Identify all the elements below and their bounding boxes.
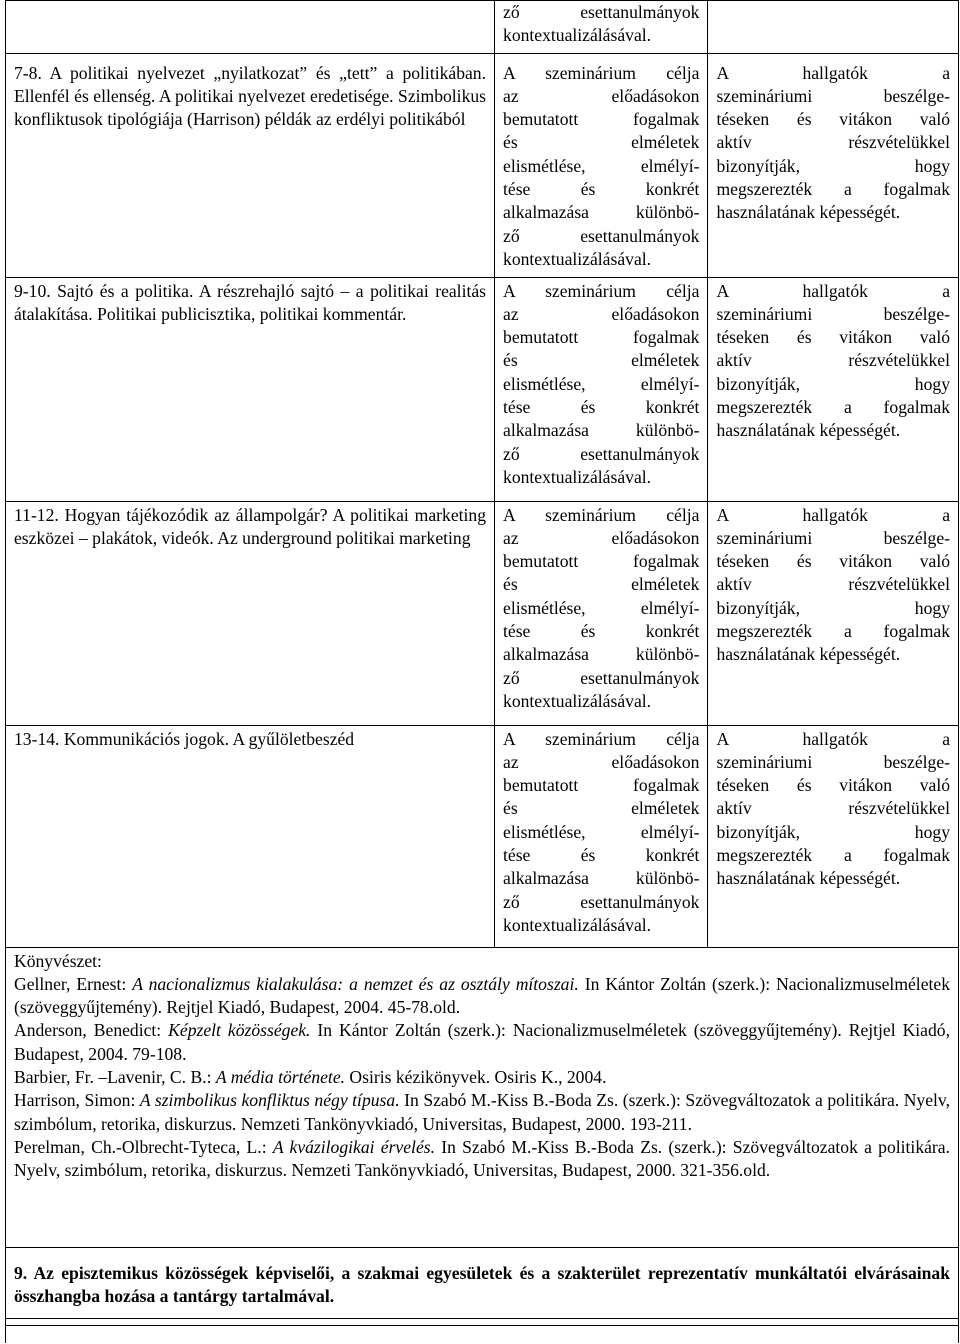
cell-line: elismétlése, elmélyí-: [503, 373, 700, 394]
cell-line: aktív részvételükkel: [716, 350, 950, 371]
outcome-text: [708, 1, 958, 10]
outcome-cell: [708, 53, 959, 277]
cell-line: tése és konkrét: [503, 179, 700, 200]
bib-source: In Kántor Zoltán (szerk.): Nacionalizmuselméletek (szöveggyűjtemény). Rejtjel Kiadó, Budapest, 2004. 45-78.old.: [14, 973, 951, 1018]
cell-line: tése és konkrét: [503, 845, 700, 866]
bib-title: Képzelt közösségek.: [168, 1020, 311, 1041]
cell-line: az előadásokon: [503, 85, 700, 106]
cell-line: tése és konkrét: [503, 621, 700, 642]
cell-line: szemináriumi beszélge-: [716, 527, 950, 548]
topic-cell: [6, 725, 495, 947]
section-9-cell: [6, 1247, 959, 1325]
cell-line: kontextualizálásával.: [503, 25, 652, 46]
cell-line: ző esettanulmányok: [503, 891, 700, 912]
cell-line: ző esettanulmányok: [503, 443, 700, 464]
bib-title: A kvázilogikai érvelés.: [272, 1136, 435, 1157]
cell-line: kontextualizálásával.: [503, 466, 652, 487]
outcome-cell: [708, 277, 959, 501]
cell-line: megszerezték a fogalmak: [716, 397, 950, 418]
cell-line: bizonyítják, hogy: [716, 155, 950, 176]
topic-text: 9-10. Sajtó és a politika. A részrehajló sajtó – a politikai realitás átalakítása. Politikai publicisztika, politikai kommentár.: [14, 280, 487, 324]
cell-line: aktív részvételükkel: [716, 132, 950, 153]
outcome-text: [708, 726, 958, 896]
cell-line: A szeminárium célja: [503, 504, 700, 525]
topic-cell: [6, 53, 495, 277]
outcome-text: [708, 502, 958, 672]
table-row: [6, 1, 959, 54]
topic-cell: [6, 277, 495, 501]
cell-line: bemutatott fogalmak: [503, 775, 700, 796]
bib-title: A szimbolikus konfliktus négy típusa.: [139, 1090, 400, 1111]
cell-line: bemutatott fogalmak: [503, 327, 700, 348]
bibliography-entry: [14, 1089, 950, 1136]
cell-line: kontextualizálásával.: [503, 690, 652, 711]
table-row: [6, 277, 959, 501]
topic-cell: [6, 501, 495, 725]
cell-line: szemináriumi beszélge-: [716, 751, 950, 772]
cell-line: alkalmazása különbö-: [503, 420, 700, 441]
method-text: [495, 1, 707, 53]
cell-line: ző esettanulmányok: [503, 225, 700, 246]
cell-line: bizonyítják, hogy: [716, 597, 950, 618]
cell-line: megszerezték a fogalmak: [716, 621, 950, 642]
bib-author: Gellner, Ernest:: [14, 973, 133, 994]
bib-title: A nacionalizmus kialakulása: a nemzet és az osztály mítoszai.: [132, 973, 579, 994]
cell-line: téseken és vitákon való: [716, 551, 950, 572]
cell-line: alkalmazása különbö-: [503, 644, 700, 665]
section-9-row: [6, 1247, 959, 1325]
bibliography-entry: [14, 1066, 950, 1089]
cell-line: és elméletek: [503, 350, 700, 371]
bib-title: A média története.: [215, 1067, 346, 1088]
cell-line: A hallgatók a: [716, 728, 950, 749]
method-text: [495, 502, 707, 719]
outcome-cell: [708, 725, 959, 947]
cell-line: használatának képességét.: [716, 644, 901, 665]
method-cell: [495, 277, 708, 501]
cell-line: ző esettanulmányok: [503, 667, 700, 688]
cell-line: bemutatott fogalmak: [503, 551, 700, 572]
cell-line: szemináriumi beszélge-: [716, 303, 950, 324]
outcome-text: [708, 278, 958, 448]
cell-line: A szeminárium célja: [503, 280, 700, 301]
cell-line: ző esettanulmányok: [503, 2, 700, 22]
topic-cell: [6, 1, 495, 54]
cell-line: téseken és vitákon való: [716, 109, 950, 130]
cell-line: alkalmazása különbö-: [503, 868, 700, 889]
cell-line: aktív részvételükkel: [716, 574, 950, 595]
method-cell: [495, 501, 708, 725]
bibliography-cell: [6, 947, 959, 1247]
bib-source: In Szabó M.-Kiss B.-Boda Zs. (szerk.): Szövegváltozatok a politikára. Nyelv, szimbólum, retorika, diskurzus. Nemzeti Tankönyvkiadó, Universitas, Budapest, 2000. 193-211.: [14, 1090, 950, 1134]
cell-line: és elméletek: [503, 574, 700, 595]
method-text: [495, 54, 707, 277]
cell-line: és elméletek: [503, 132, 700, 153]
method-cell: [495, 1, 708, 54]
cell-line: az előadásokon: [503, 303, 700, 324]
table-row: [6, 725, 959, 947]
cell-line: alkalmazása különbö-: [503, 202, 700, 223]
cell-line: téseken és vitákon való: [716, 775, 950, 796]
cell-line: A hallgatók a: [716, 280, 950, 301]
cell-line: használatának képességét.: [716, 868, 901, 889]
outcome-text: [708, 54, 958, 230]
bib-source: Osiris kézikönyvek. Osiris K., 2004.: [345, 1067, 607, 1088]
cell-line: az előadásokon: [503, 751, 700, 772]
cell-line: szemináriumi beszélge-: [716, 85, 950, 106]
cell-line: kontextualizálásával.: [503, 248, 652, 269]
method-cell: [495, 725, 708, 947]
bibliography-list: [14, 973, 950, 1183]
cell-line: elismétlése, elmélyí-: [503, 597, 700, 618]
cell-line: az előadásokon: [503, 527, 700, 548]
cell-line: aktív részvételükkel: [716, 798, 950, 819]
bibliography-entry: [14, 973, 950, 1020]
outcome-cell: [708, 501, 959, 725]
cell-line: és elméletek: [503, 798, 700, 819]
bibliography-entry: [14, 1136, 950, 1183]
section-9-text: 9. Az episztemikus közösségek képviselői, a szakmai egyesületek és a szakterület reprezentatív munkáltatói elvárásainak összhangba hozása a tantárgy tartalmával.: [14, 1262, 950, 1306]
bibliography-row: [6, 947, 959, 1247]
method-text: [495, 278, 707, 495]
cell-line: A szeminárium célja: [503, 728, 700, 749]
topic-text: 13-14. Kommunikációs jogok. A gyűlöletbeszéd: [14, 728, 355, 749]
table-row: [6, 501, 959, 725]
cell-line: használatának képességét.: [716, 202, 901, 223]
bib-author: Harrison, Simon:: [14, 1090, 140, 1111]
topic-text: 11-12. Hogyan tájékozódik az állampolgár? A politikai marketing eszközei – plakátok, videók. Az underground politikai marketing: [14, 504, 487, 548]
bibliography-entry: [14, 1019, 950, 1066]
cell-line: A hallgatók a: [716, 504, 950, 525]
bib-author: Barbier, Fr. –Lavenir, C. B.:: [14, 1067, 216, 1088]
cell-line: téseken és vitákon való: [716, 327, 950, 348]
table-row: [6, 53, 959, 277]
bib-author: Anderson, Benedict:: [14, 1020, 169, 1041]
bib-source: In Szabó M.-Kiss B.-Boda Zs. (szerk.): Szövegváltozatok a politikára. Nyelv, szimbólum, retorika, diskurzus. Nemzeti Tankönyvkiadó, Universitas, Budapest, 2000. 321-356.old.: [14, 1136, 950, 1181]
cell-line: A szeminárium célja: [503, 62, 700, 83]
bib-source: In Kántor Zoltán (szerk.): Nacionalizmuselméletek (szöveggyűjtemény). Rejtjel Kiadó, Budapest, 2004. 79-108.: [14, 1020, 950, 1064]
cell-line: bemutatott fogalmak: [503, 109, 700, 130]
cell-line: bizonyítják, hogy: [716, 373, 950, 394]
bibliography-heading: Könyvészet:: [14, 950, 102, 971]
next-section-box: [5, 1318, 959, 1343]
outcome-cell: [708, 1, 959, 54]
topic-text: 7-8. A politikai nyelvezet „nyilatkozat” és „tett” a politikában. Ellenfél és ellenség. A politikai nyelvezet eredetisége. Szimbolikus konfliktusok tipológiája (Harrison) példák az erdélyi politikából: [14, 62, 487, 130]
cell-line: A hallgatók a: [716, 62, 950, 83]
cell-line: megszerezték a fogalmak: [716, 179, 950, 200]
seminar-table: [5, 0, 959, 1326]
cell-line: kontextualizálásával.: [503, 914, 652, 935]
cell-line: megszerezték a fogalmak: [716, 845, 950, 866]
cell-line: elismétlése, elmélyí-: [503, 821, 700, 842]
cell-line: használatának képességét.: [716, 420, 901, 441]
cell-line: elismétlése, elmélyí-: [503, 155, 700, 176]
bib-author: Perelman, Ch.-Olbrecht-Tyteca, L.:: [14, 1136, 273, 1157]
method-text: [495, 726, 707, 943]
cell-line: tése és konkrét: [503, 397, 700, 418]
method-cell: [495, 53, 708, 277]
cell-line: bizonyítják, hogy: [716, 821, 950, 842]
